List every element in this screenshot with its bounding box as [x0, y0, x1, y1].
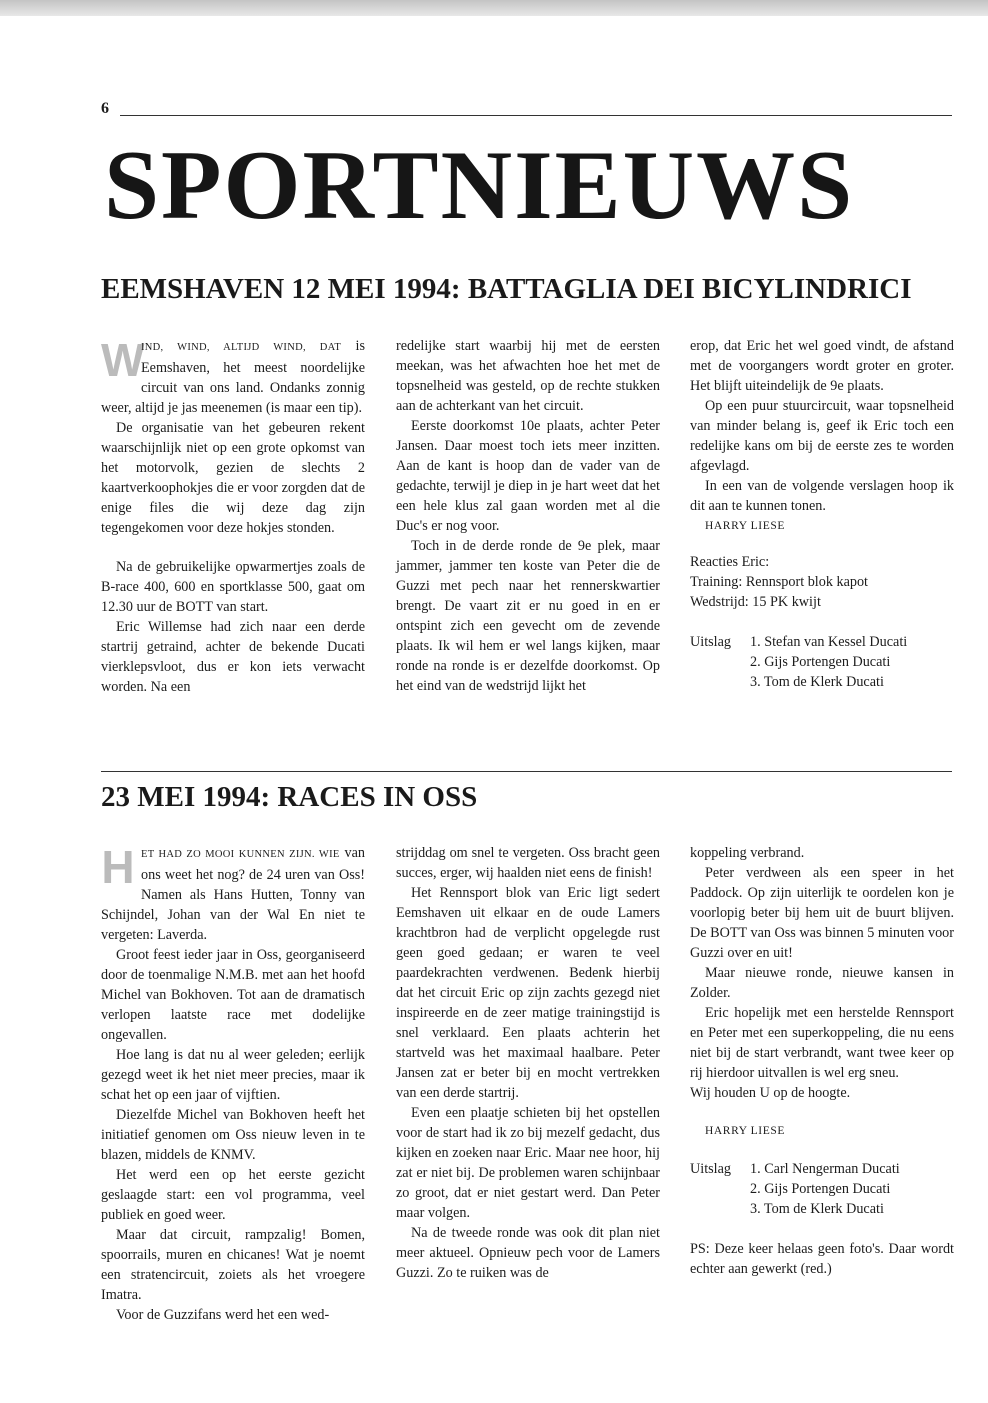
reactions-line: Reacties Eric:: [690, 554, 770, 570]
article1-paragraph: erop, dat Eric het wel goed vindt, de afstand met de voorgangers wordt groter en groter. Het blijft uiteindelijk de 9e plaats.: [690, 338, 954, 394]
article2-paragraph: Groot feest ieder jaar in Oss, georganiseerd door de toenmalige N.M.B. met aan het hoofd Michel van Bokhoven. Tot aan de dramatisch verlopen laatste race met dodelijke ongevallen.: [101, 947, 365, 1043]
article1-paragraph: Eric Willemse had zich naar een derde startrij getraind, achter de bekende Ducati vierklepsvloot, dus er kon iets verwacht worden. Na een: [101, 619, 365, 695]
article1-paragraph: De organisatie van het gebeuren rekent waarschijnlijk niet op een grote opkomst van het motorvolk, gezien de slechts 2 kaartverkoophokjes die er voor zorgden dat de enige files die wij deze dag zijn tegengekomen voor deze hokjes stonden.: [101, 420, 365, 536]
article2-paragraph: Peter verdween als een speer in het Paddock. Op zijn uiterlijk te oordelen kon je voorlopig beter bij hem uit de buurt blijven. De BOTT van Oss was binnen 5 minuten voor Guzzi over en uit!: [690, 865, 954, 961]
article2-paragraph: Diezelfde Michel van Bokhoven heeft het initiatief genomen om Oss nieuw leven in te blazen, middels de KNMV.: [101, 1107, 365, 1163]
article1-drop-cap: W: [101, 334, 145, 386]
article1-byline: HARRY LIESE: [705, 520, 785, 532]
article2-paragraph: koppeling verbrand.: [690, 845, 805, 861]
article2-column-2: [396, 843, 660, 1283]
article2-ps-note: PS: Deze keer helaas geen foto's. Daar wordt echter aan gewerkt (red.): [690, 1241, 954, 1277]
article2-byline: HARRY LIESE: [705, 1125, 785, 1137]
article2-headline: 23 MEI 1994: RACES IN OSS: [101, 781, 478, 813]
article2-paragraph: Maar dat circuit, rampzalig! Bomen, spoorrails, muren en chicanes! Wat je noemt een stratencircuit, zoiets als het vroegere Imatra.: [101, 1227, 365, 1303]
article2-column-1: [101, 843, 365, 1325]
results-label: Uitslag: [690, 634, 731, 650]
results-label: Uitslag: [690, 1161, 731, 1177]
result-entry: 2. Gijs Portengen Ducati: [750, 654, 891, 670]
section-divider: [101, 771, 952, 772]
article1-reactions: [690, 552, 954, 612]
article1-results: [690, 632, 954, 692]
article2-drop-cap: H: [101, 841, 135, 893]
article2-results: [690, 1159, 954, 1219]
header-rule: [120, 115, 952, 116]
article2-paragraph: Het werd een op het eerste gezicht geslaagde start: een vol programma, veel publiek en goed weer.: [101, 1167, 365, 1223]
article1-paragraph: Eerste doorkomst 10e plaats, achter Peter Jansen. Daar moest toch iets meer inzitten. Aan de kant is hoop dan de vader van de gedachte, terwijl je diep in je hart weet dat het een hele klus zal gaan worden met al die Duc's er nog voor.: [396, 418, 660, 534]
article2-paragraph: Maar nieuwe ronde, nieuwe kansen in Zolder.: [690, 965, 954, 1001]
article1-paragraph: Na de gebruikelijke opwarmertjes zoals de B-race 400, 600 en sportklasse 500, gaat om 12.30 uur de BOTT van start.: [101, 559, 365, 615]
article1-column-3: [690, 336, 954, 692]
article1-lead-smallcaps: IND, WIND, ALTIJD WIND, DAT: [141, 342, 342, 353]
article2-paragraph: Wij houden U op de hoogte.: [690, 1085, 851, 1101]
article2-lead-smallcaps: ET HAD ZO MOOI KUNNEN ZIJN. WIE: [141, 849, 340, 860]
article2-paragraph: Na de tweede ronde was ook dit plan niet meer aktueel. Opnieuw pech voor de Lamers Guzzi. Zo te ruiken was de: [396, 1225, 660, 1281]
article1-paragraph: Toch in de derde ronde de 9e plek, maar jammer, jammer ten koste van Peter die de Guzzi met pech naar het rennerskwartier brengt. De vaart zit er nu goed in en er ontspint zich een gevecht om de zevende plaats. Ik wil hem er wel langs kijken, maar ronde na ronde is er dezelfde doorkomst. Op het eind van de wedstrijd lijkt het: [396, 538, 660, 694]
article1-paragraph: In een van de volgende verslagen hoop ik dit aan te kunnen tonen.: [690, 478, 954, 514]
article2-paragraph: Even een plaatje schieten bij het opstellen voor de start had ik zo bij mezelf gedacht, dus kijken en zoeken naar Eric. Maar nee hoor, hij zat er niet bij. De problemen waren schijnbaar zo groot, dat er niet gestart werd. Dan Peter maar volgen.: [396, 1105, 660, 1221]
article2-paragraph: Het Rennsport blok van Eric ligt sedert Eemshaven uit elkaar en de oude Lamers krachtbron had de verplicht opgelegde rust geen goed gedaan; er waren te veel paardekrachten verdwenen. Bedenk hierbij dat het circuit Eric op zijn zachts gezegd niet inspireerde en de zeer matige trainingstijd is snel verklaard. Een plaats achterin het startveld was het maximaal haalbare. Peter Jansen zat er beter bij en mocht vertrekken van een derde startrij.: [396, 885, 660, 1101]
article1-headline: EEMSHAVEN 12 MEI 1994: BATTAGLIA DEI BICYLINDRICI: [101, 273, 912, 305]
article2-paragraph: Hoe lang is dat nu al weer geleden; eerlijk gezegd weet ik het niet meer precies, maar ik schat het op een jaar of vijftien.: [101, 1047, 365, 1103]
article2-paragraph: Eric hopelijk met een herstelde Rennsport en Peter met een superkoppeling, die nu eens niet bij de start verbrandt, want twee keer op rij hierdoor uitvallen is wel erg sneu.: [690, 1005, 954, 1081]
article1-paragraph: redelijke start waarbij hij met de eersten meekan, was het afwachten hoe het met de topsnelheid was gesteld, op de rechte stukken aan de achterkant van het circuit.: [396, 338, 660, 414]
article2-paragraph: Voor de Guzzifans werd het een wed-: [116, 1307, 330, 1323]
result-entry: 3. Tom de Klerk Ducati: [750, 1201, 884, 1217]
article1-column-2: [396, 336, 660, 696]
article2-column-3: [690, 843, 954, 1279]
masthead: SPORTNIEUWS: [104, 131, 855, 240]
page-number: 6: [101, 100, 109, 117]
article1-lead-paragraph: [101, 336, 365, 418]
reactions-line: Wedstrijd: 15 PK kwijt: [690, 594, 821, 610]
article2-lead-text: van ons weet het nog? de 24 uren van Oss! Namen als Hans Hutten, Tonny van Schijndel, Johan van der Wal En niet te vergeten: Laverda.: [101, 845, 365, 943]
result-entry: 2. Gijs Portengen Ducati: [750, 1181, 891, 1197]
article2-lead-paragraph: [101, 843, 365, 945]
result-entry: 1. Carl Nengerman Ducati: [750, 1161, 900, 1177]
article1-lead-text: is Eemshaven, het meest noordelijke circuit van ons land. Ondanks zonnig weer, altijd je jas meenemen (is maar een tip).: [101, 338, 365, 416]
article1-paragraph: Op een puur stuurcircuit, waar topsnelheid van minder belang is, geef ik Eric toch een redelijke kans om bij de eerste zes te worden afgevlagd.: [690, 398, 954, 474]
result-entry: 3. Tom de Klerk Ducati: [750, 674, 884, 690]
reactions-line: Training: Rennsport blok kapot: [690, 574, 869, 590]
article2-paragraph: strijddag om snel te vergeten. Oss bracht geen succes, erger, wij haalden niet eens de finish!: [396, 845, 660, 881]
result-entry: 1. Stefan van Kessel Ducati: [750, 634, 908, 650]
scan-top-band: [0, 0, 988, 16]
article1-column-1: [101, 336, 365, 697]
